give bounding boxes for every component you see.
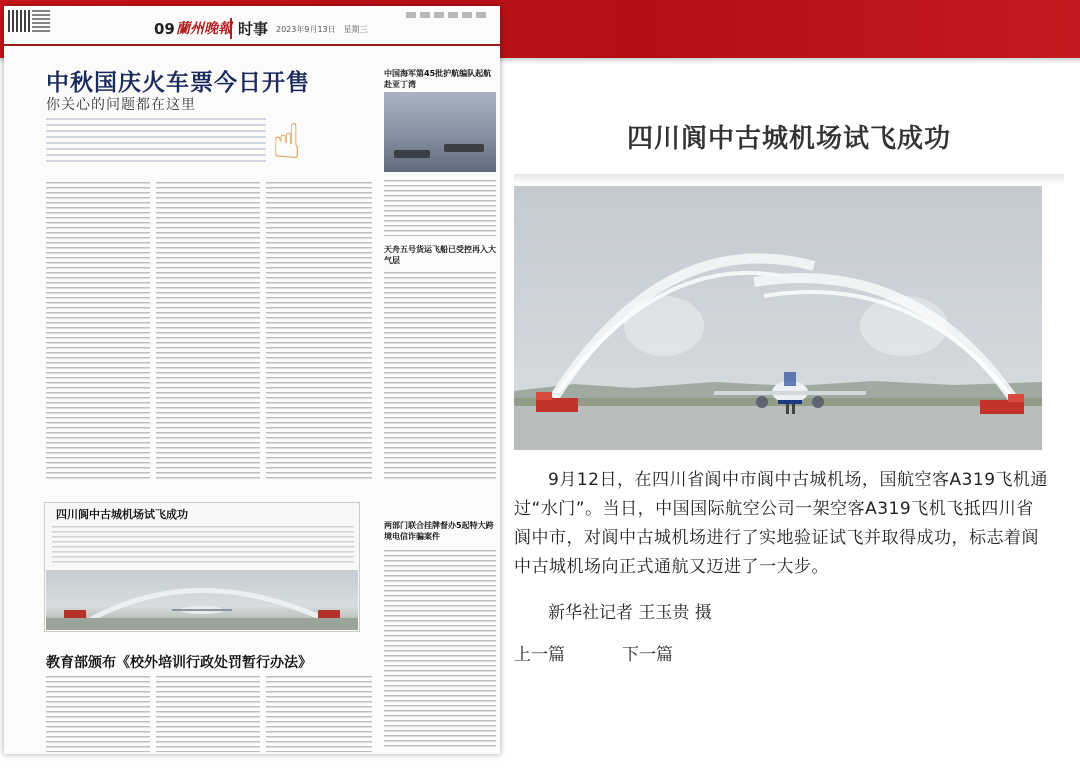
masthead-links: [406, 12, 486, 18]
right-story-title[interactable]: 中国海军第45批护航编队起航赴亚丁湾: [384, 69, 492, 89]
article-photo: [514, 186, 1042, 450]
paper-headline[interactable]: 中秋国庆火车票今日开售: [46, 69, 310, 96]
article-body: 9月12日，在四川省阆中市阆中古城机场，国航空客A319飞机通过“水门”。当日，中国国际航空公司一架空客A319飞机飞抵四川省阆中市，对阆中古城机场进行了实地验证试飞并取得成功，标志着阆中古城机场向正式通航又迈进了一大步。: [514, 470, 1049, 577]
right-story-title[interactable]: 两部门联合挂牌督办5起特大跨境电信诈骗案件: [384, 521, 494, 541]
photo-credit: 新华社记者 王玉贵 摄: [548, 603, 712, 623]
article-column: [46, 676, 150, 752]
article-column: [156, 182, 260, 482]
right-story-title[interactable]: 天舟五号货运飞船已受控再入大气层: [384, 245, 496, 265]
airport-water-salute-photo: [514, 186, 1042, 450]
article-column: [384, 272, 496, 482]
paper-masthead: [4, 6, 500, 46]
article-column: [266, 182, 372, 482]
article-column: [46, 182, 150, 482]
photo-caption: [52, 526, 354, 566]
bottom-headline[interactable]: 教育部颁布《校外培训行政处罚暂行办法》: [46, 655, 312, 671]
article-column: [156, 676, 260, 752]
article-title: 四川阆中古城机场试飞成功: [626, 124, 951, 154]
inner-photo-title: 四川阆中古城机场试飞成功: [56, 508, 188, 521]
paper-section: 时事: [230, 18, 268, 39]
page-number: 09: [154, 20, 175, 38]
newspaper-page[interactable]: [4, 6, 500, 754]
qr-code-icon: [8, 10, 30, 32]
title-divider: [514, 174, 1064, 184]
article-column: [384, 180, 496, 236]
lead-paragraph: [46, 118, 266, 164]
paper-brand: 蘭州晚報: [176, 21, 232, 37]
next-article-link[interactable]: 下一篇: [622, 645, 673, 665]
article-column: [266, 676, 372, 752]
inner-plane-graphic: [46, 570, 358, 630]
paper-subheadline: 你关心的问题都在这里: [46, 97, 196, 113]
masthead-logo: [32, 10, 50, 32]
warship-photo[interactable]: [384, 92, 496, 172]
article-column: [384, 550, 496, 750]
paper-date: 2023年9月13日 星期三: [276, 25, 368, 34]
prev-article-link[interactable]: 上一篇: [514, 645, 565, 665]
inner-plane-photo: [46, 570, 358, 630]
pointing-hand-icon: ☝: [272, 114, 302, 170]
